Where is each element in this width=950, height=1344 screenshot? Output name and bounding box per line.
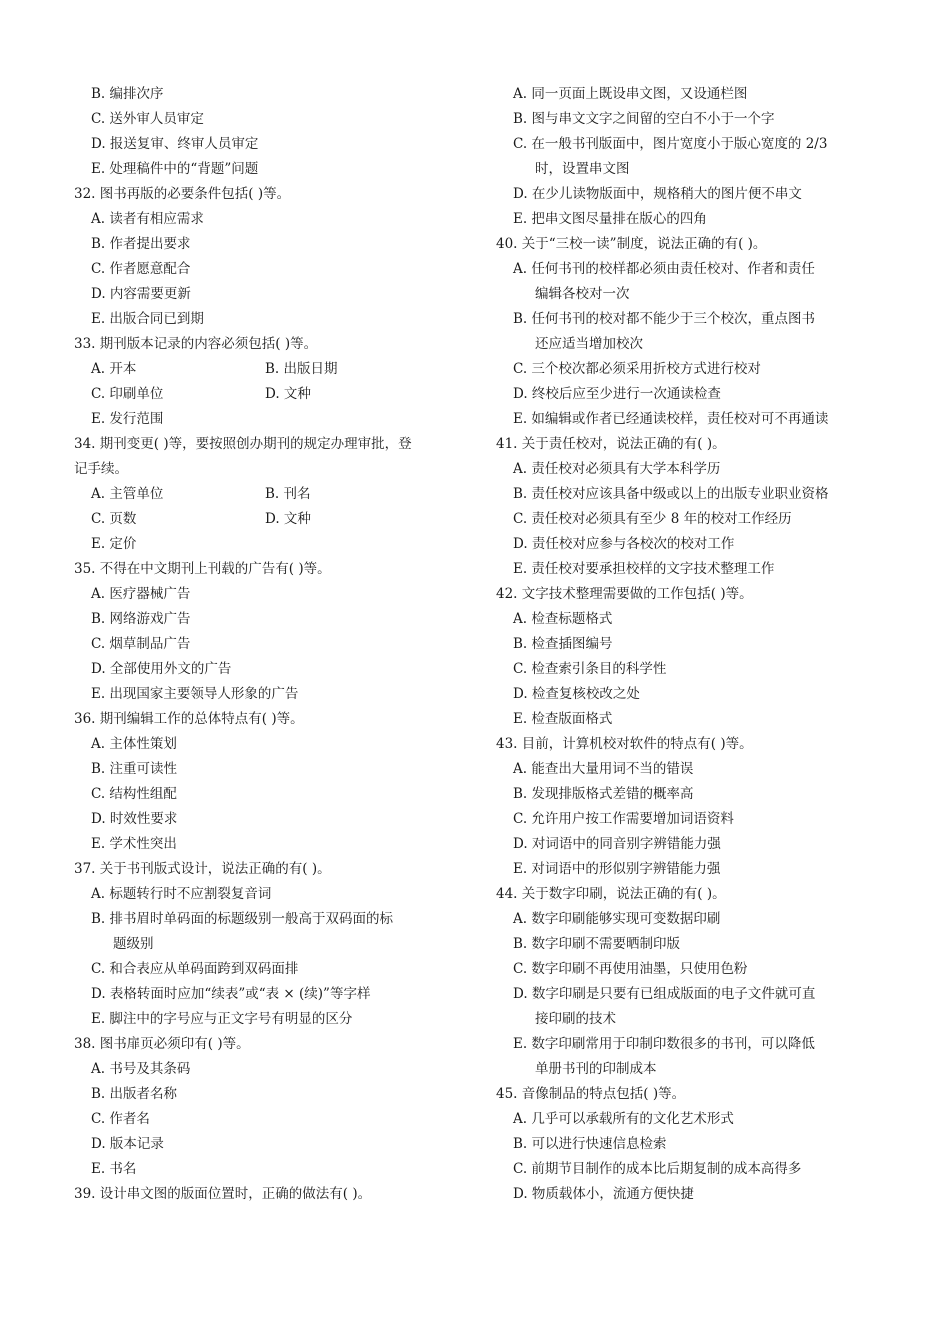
option-text: B. 作者提出要求	[91, 236, 191, 252]
question-text: 45. 音像制品的特点包括( )等。	[496, 1086, 686, 1102]
option-text: C. 页数	[91, 511, 137, 527]
option-text: E. 发行范围	[91, 411, 164, 427]
option-text: C. 结构性组配	[91, 786, 177, 802]
option-text: C. 三个校次都必须采用折校方式进行校对	[513, 361, 761, 377]
option-text: D. 全部使用外文的广告	[91, 661, 232, 677]
option-text: C. 和合表应从单码面跨到双码面排	[91, 961, 299, 977]
question-text: 40. 关于“三校一读”制度，说法正确的有( )。	[496, 236, 767, 252]
option-text: A. 主体性策划	[91, 736, 177, 752]
option-text: E. 如编辑或作者已经通读校样，责任校对可不再通读	[513, 411, 829, 427]
option-text: B. 出版日期	[265, 361, 338, 377]
option-text: B. 任何书刊的校对都不能少于三个校次，重点图书	[513, 311, 816, 327]
option-text: D. 文种	[265, 511, 311, 527]
option-text: C. 检查索引条目的科学性	[513, 661, 667, 677]
option-text: B. 可以进行快速信息检索	[513, 1136, 667, 1152]
option-text: C. 印刷单位	[91, 386, 164, 402]
option-text: D. 数字印刷是只要有已组成版面的电子文件就可直	[513, 986, 816, 1002]
question-text: 39. 设计串文图的版面位置时，正确的做法有( )。	[74, 1186, 372, 1202]
option-text: E. 处理稿件中的“背题”问题	[91, 161, 259, 177]
question-text: 37. 关于书刊版式设计，说法正确的有( )。	[74, 861, 331, 877]
question-text: 36. 期刊编辑工作的总体特点有( )等。	[74, 711, 304, 727]
question-text: 42. 文字技术整理需要做的工作包括( )等。	[496, 586, 753, 602]
option-row	[74, 357, 474, 382]
option-text: A. 能查出大量用词不当的错误	[513, 761, 694, 777]
option-text: C. 作者愿意配合	[91, 261, 191, 277]
option-text: A. 主管单位	[91, 486, 164, 502]
option-text: 编辑各校对一次	[535, 286, 630, 302]
option-text: E. 出现国家主要领导人形象的广告	[91, 686, 299, 702]
option-text: D. 表格转面时应加“续表”或“表 × (续)”等字样	[91, 986, 371, 1002]
option-text: A. 医疗器械广告	[91, 586, 191, 602]
option-text: A. 几乎可以承载所有的文化艺术形式	[513, 1111, 734, 1127]
option-row	[74, 482, 474, 507]
question-text: 35. 不得在中文期刊上刊载的广告有( )等。	[74, 561, 331, 577]
option-text: C. 允许用户按工作需要增加词语资料	[513, 811, 734, 827]
right-column	[496, 82, 888, 1207]
option-text: B. 排书眉时单码面的标题级别一般高于双码面的标	[91, 911, 394, 927]
option-text: C. 责任校对必须具有至少 8 年的校对工作经历	[513, 511, 792, 527]
left-column	[74, 82, 474, 1207]
option-text: 接印刷的技术	[535, 1011, 616, 1027]
question-text: 34. 期刊变更( )等，要按照创办期刊的规定办理审批，登	[74, 436, 412, 452]
option-text: E. 责任校对要承担校样的文字技术整理工作	[513, 561, 775, 577]
option-text: 单册书刊的印制成本	[535, 1061, 657, 1077]
option-text: B. 注重可读性	[91, 761, 178, 777]
question-text: 41. 关于责任校对，说法正确的有( )。	[496, 436, 726, 452]
option-text: D. 物质载体小，流通方便快捷	[513, 1186, 694, 1202]
question-text: 33. 期刊版本记录的内容必须包括( )等。	[74, 336, 318, 352]
option-text: D. 在少儿读物版面中，规格稍大的图片便不串文	[513, 186, 802, 202]
option-text: C. 烟草制品广告	[91, 636, 191, 652]
option-text: E. 把串文图尽量排在版心的四角	[513, 211, 707, 227]
option-row	[74, 507, 474, 532]
option-text: E. 对词语中的形似别字辨错能力强	[513, 861, 721, 877]
option-text: B. 编排次序	[91, 86, 164, 102]
option-text: E. 书名	[91, 1161, 137, 1177]
option-text: B. 图与串文文字之间留的空白不小于一个字	[513, 111, 775, 127]
option-row	[74, 382, 474, 407]
option-text: C. 前期节目制作的成本比后期复制的成本高得多	[513, 1161, 802, 1177]
option-text: E. 定价	[91, 536, 137, 552]
option-text: B. 责任校对应该具备中级或以上的出版专业职业资格	[513, 486, 829, 502]
question-text: 38. 图书扉页必须印有( )等。	[74, 1036, 250, 1052]
option-text: 题级别	[113, 936, 154, 952]
option-text: C. 在一般书刊版面中，图片宽度小于版心宽度的 2/3	[513, 136, 828, 152]
option-text: E. 学术性突出	[91, 836, 177, 852]
option-text: E. 数字印刷常用于印制印数很多的书刊，可以降低	[513, 1036, 815, 1052]
option-text: E. 脚注中的字号应与正文字号有明显的区分	[91, 1011, 353, 1027]
option-text: B. 网络游戏广告	[91, 611, 191, 627]
option-text: B. 发现排版格式差错的概率高	[513, 786, 694, 802]
option-text: A. 数字印刷能够实现可变数据印刷	[513, 911, 721, 927]
option-text: C. 作者名	[91, 1111, 150, 1127]
option-text: A. 读者有相应需求	[91, 211, 204, 227]
question-text: 记手续。	[74, 461, 128, 477]
option-text: B. 检查插图编号	[513, 636, 613, 652]
option-text: 时，设置串文图	[535, 161, 630, 177]
option-text: A. 标题转行时不应割裂复音词	[91, 886, 272, 902]
option-text: A. 开本	[91, 361, 137, 377]
option-text: A. 责任校对必须具有大学本科学历	[513, 461, 721, 477]
question-text: 32. 图书再版的必要条件包括( )等。	[74, 186, 291, 202]
option-text: B. 刊名	[265, 486, 311, 502]
option-text: C. 送外审人员审定	[91, 111, 204, 127]
option-text: D. 文种	[265, 386, 311, 402]
option-text: D. 报送复审、终审人员审定	[91, 136, 259, 152]
option-text: A. 书号及其条码	[91, 1061, 191, 1077]
option-text: B. 出版者名称	[91, 1086, 178, 1102]
question-text: 43. 目前，计算机校对软件的特点有( )等。	[496, 736, 753, 752]
option-text: D. 版本记录	[91, 1136, 164, 1152]
option-text: 还应适当增加校次	[535, 336, 643, 352]
option-text: D. 对词语中的同音别字辨错能力强	[513, 836, 721, 852]
option-text: A. 检查标题格式	[513, 611, 613, 627]
option-text: B. 数字印刷不需要晒制印版	[513, 936, 681, 952]
option-text: D. 内容需要更新	[91, 286, 191, 302]
option-text: C. 数字印刷不再使用油墨，只使用色粉	[513, 961, 748, 977]
option-text: D. 终校后应至少进行一次通读检查	[513, 386, 721, 402]
option-text: D. 责任校对应参与各校次的校对工作	[513, 536, 735, 552]
option-text: D. 检查复核校改之处	[513, 686, 640, 702]
option-text: A. 任何书刊的校样都必须由责任校对、作者和责任	[513, 261, 815, 277]
option-text: D. 时效性要求	[91, 811, 178, 827]
option-text: E. 检查版面格式	[513, 711, 613, 727]
option-text: E. 出版合同已到期	[91, 311, 204, 327]
question-text: 44. 关于数字印刷，说法正确的有( )。	[496, 886, 726, 902]
option-text: A. 同一页面上既设串文图，又设通栏图	[513, 86, 748, 102]
